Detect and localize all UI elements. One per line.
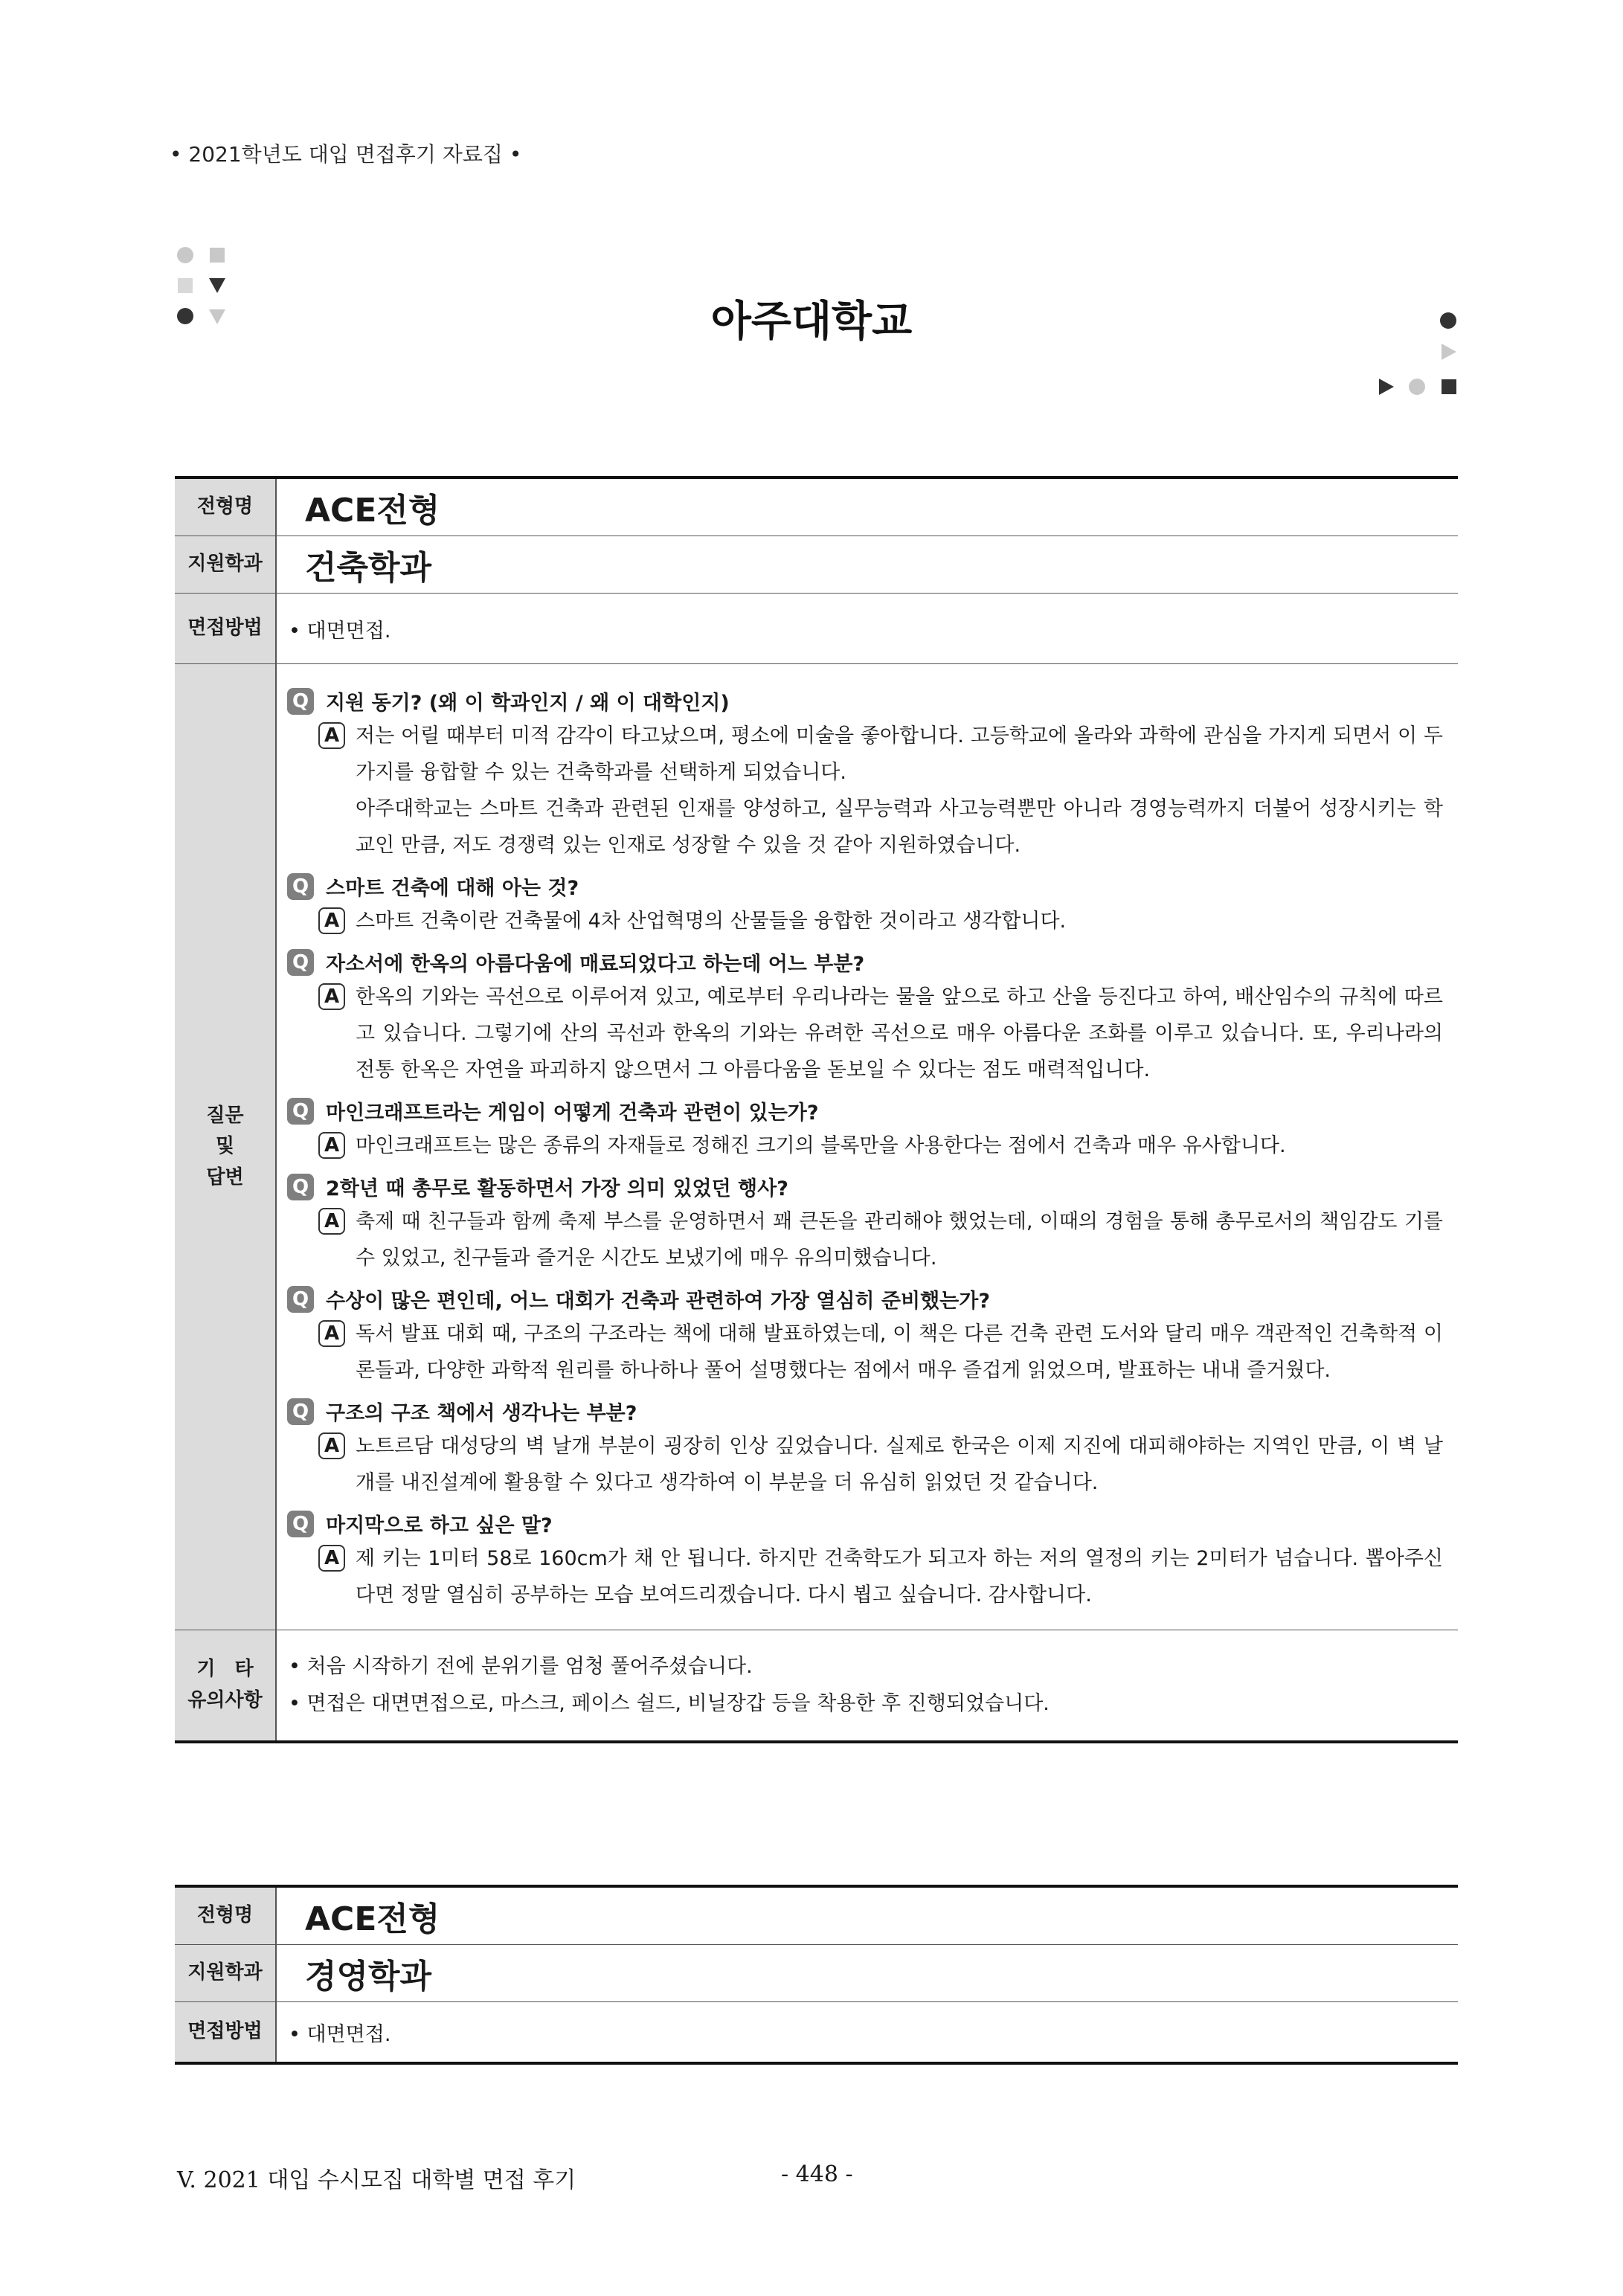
answer-paragraph: 독서 발표 대회 때, 구조의 구조라는 책에 대해 발표하였는데, 이 책은 다른 건축 관련 도서와 달리 매우 객관적인 건축학적 이론들과, 다양한 과학적 원리를 하나하나 풀어 설명했다는 점에서 매우 즐겁게 읽었으며, 발표하는 내내 즐거웠다. (356, 1322, 1443, 1382)
major-label: 지원학과 (175, 1945, 276, 2002)
answer-badge: A (318, 722, 345, 749)
answer-paragraph: 마인크래프트는 많은 종류의 자재들로 정해진 크기의 블록만을 사용한다는 점에서 건축과 매우 유사합니다. (356, 1134, 1286, 1157)
question-badge: Q (287, 1174, 314, 1200)
answer-text (356, 979, 1443, 1088)
answer-badge: A (318, 1432, 345, 1459)
question-badge: Q (287, 949, 314, 976)
question-badge: Q (287, 1286, 314, 1313)
answer-text (356, 718, 1443, 864)
answer-paragraph: 스마트 건축이란 건축물에 4차 산업혁명의 산물들을 융합한 것이라고 생각합니다. (356, 910, 1067, 933)
method-label: 면접방법 (175, 2002, 276, 2064)
track-value: ACE전형 (276, 477, 1458, 536)
answer-badge: A (318, 907, 345, 934)
answer-paragraph: 제 키는 1미터 58로 160cm가 채 안 됩니다. 하지만 건축학도가 되고자 하는 저의 열정의 키는 2미터가 넘습니다. 뽑아주신다면 정말 열심히 공부하는 모습 보여드리겠습니다. 다시 뵙고 싶습니다. 감사합니다. (356, 1547, 1443, 1607)
triangle-right-icon (1379, 379, 1394, 395)
qa-label: 질문 및 답변 (175, 664, 276, 1630)
question-text: 마지막으로 하고 싶은 말? (326, 1514, 553, 1537)
answer (318, 1132, 1443, 1164)
question-text: 구조의 구조 책에서 생각나는 부분? (326, 1402, 637, 1425)
track-row (175, 1886, 1458, 1945)
question (287, 948, 1443, 977)
method-label: 면접방법 (175, 594, 276, 664)
answer (318, 983, 1443, 1088)
answer-text (356, 1203, 1443, 1276)
question-badge: Q (287, 1098, 314, 1125)
question-text: 마인크래프트라는 게임이 어떻게 건축과 관련이 있는가? (326, 1102, 819, 1125)
major-row (175, 1945, 1458, 2002)
answer (318, 722, 1443, 864)
major-value: 경영학과 (276, 1945, 1458, 2002)
answer-paragraph: 저는 어릴 때부터 미적 감각이 타고났으며, 평소에 미술을 좋아합니다. 고등학교에 올라와 과학에 관심을 가지게 되면서 이 두 가지를 융합할 수 있는 건축학과를 선택하게 되었습니다. (356, 724, 1443, 784)
method-value: • 대면면접. (276, 594, 1458, 664)
square-icon (1442, 379, 1456, 394)
track-label: 전형명 (175, 1886, 276, 1945)
answer-paragraph: 아주대학교는 스마트 건축과 관련된 인재를 양성하고, 실무능력과 사고능력뿐만 아니라 경영능력까지 더불어 성장시키는 학교인 만큼, 저도 경쟁력 있는 인재로 성장할 수 있을 것 같아 지원하였습니다. (356, 797, 1443, 857)
answer (318, 907, 1443, 939)
question (287, 686, 1443, 716)
circle-icon (177, 247, 193, 263)
square-icon (210, 248, 225, 263)
circle-icon (1440, 312, 1456, 329)
question-badge: Q (287, 688, 314, 715)
running-header: • 2021학년도 대입 면접후기 자료집 • (170, 142, 522, 167)
answer (318, 1545, 1443, 1613)
answer (318, 1320, 1443, 1389)
answer-badge: A (318, 1320, 345, 1347)
question (287, 1096, 1443, 1125)
etc-note: • 면접은 대면면접으로, 마스크, 페이스 쉴드, 비닐장갑 등을 착용한 후 진행되었습니다. (289, 1692, 1050, 1715)
etc-note: • 처음 시작하기 전에 분위기를 엄청 풀어주셨습니다. (289, 1655, 753, 1678)
interview-form-business (175, 1885, 1458, 2065)
question-text: 수상이 많은 편인데, 어느 대회가 건축과 관련하여 가장 열심히 준비했는가? (326, 1290, 990, 1313)
question-badge: Q (287, 1511, 314, 1537)
answer-paragraph: 한옥의 기와는 곡선으로 이루어져 있고, 예로부터 우리나라는 물을 앞으로 하고 산을 등진다고 하여, 배산임수의 규칙에 따르고 있습니다. 그렇기에 산의 곡선과 한옥의 기와는 유려한 곡선으로 매우 아름다운 조화를 이루고 있습니다. 또, 우리나라의 전통 한옥은 자연을 파괴하지 않으면서 그 아름다움을 돋보일 수 있다는 점도 매력적입니다. (356, 985, 1443, 1081)
track-value: ACE전형 (276, 1886, 1458, 1945)
track-label: 전형명 (175, 477, 276, 536)
interview-form-architecture (175, 476, 1458, 1743)
question-text: 스마트 건축에 대해 아는 것? (326, 877, 579, 900)
answer-text (356, 903, 1066, 939)
answer-badge: A (318, 1132, 345, 1159)
question-badge: Q (287, 873, 314, 900)
answer-badge: A (318, 983, 345, 1010)
qa-list (276, 664, 1458, 1630)
major-row (175, 536, 1458, 594)
method-row (175, 2002, 1458, 2064)
answer-text (356, 1128, 1286, 1164)
answer (318, 1432, 1443, 1501)
university-title: 아주대학교 (710, 298, 913, 346)
etc-row (175, 1630, 1458, 1743)
question (287, 1172, 1443, 1201)
answer-paragraph: 축제 때 친구들과 함께 축제 부스를 운영하면서 꽤 큰돈을 관리해야 했었는데, 이때의 경험을 통해 총무로서의 책임감도 기를 수 있었고, 친구들과 즐거운 시간도 보냈기에 매우 유의미했습니다. (356, 1210, 1443, 1270)
method-value: • 대면면접. (289, 2022, 391, 2046)
track-row (175, 477, 1458, 536)
triangle-right-icon (1442, 344, 1456, 360)
footer-chapter: V. 2021 대입 수시모집 대학별 면접 후기 (177, 2167, 576, 2193)
question (287, 1284, 1443, 1313)
major-label: 지원학과 (175, 536, 276, 594)
circle-icon (1409, 379, 1425, 395)
question-text: 지원 동기? (왜 이 학과인지 / 왜 이 대학인지) (326, 692, 730, 715)
method-row (175, 594, 1458, 664)
major-value: 건축학과 (276, 536, 1458, 594)
answer-paragraph: 노트르담 대성당의 벽 날개 부분이 굉장히 인상 깊었습니다. 실제로 한국은 이제 지진에 대피해야하는 지역인 만큼, 이 벽 날개를 내진설계에 활용할 수 있다고 생각하여 이 부분을 더 유심히 읽었던 것 같습니다. (356, 1435, 1443, 1494)
question (287, 1509, 1443, 1538)
answer-text (356, 1540, 1443, 1613)
question-badge: Q (287, 1398, 314, 1425)
answer-badge: A (318, 1545, 345, 1572)
page-number: - 448 - (781, 2161, 853, 2187)
question (287, 872, 1443, 901)
question (287, 1397, 1443, 1426)
question-text: 자소서에 한옥의 아름다움에 매료되었다고 하는데 어느 부분? (326, 953, 865, 976)
answer-badge: A (318, 1208, 345, 1235)
etc-notes (276, 1630, 1458, 1743)
answer-text (356, 1316, 1443, 1389)
qa-row (175, 664, 1458, 1630)
question-text: 2학년 때 총무로 활동하면서 가장 의미 있었던 행사? (326, 1177, 788, 1200)
answer-text (356, 1428, 1443, 1501)
answer (318, 1208, 1443, 1276)
etc-label: 기 타 유의사항 (175, 1630, 276, 1743)
